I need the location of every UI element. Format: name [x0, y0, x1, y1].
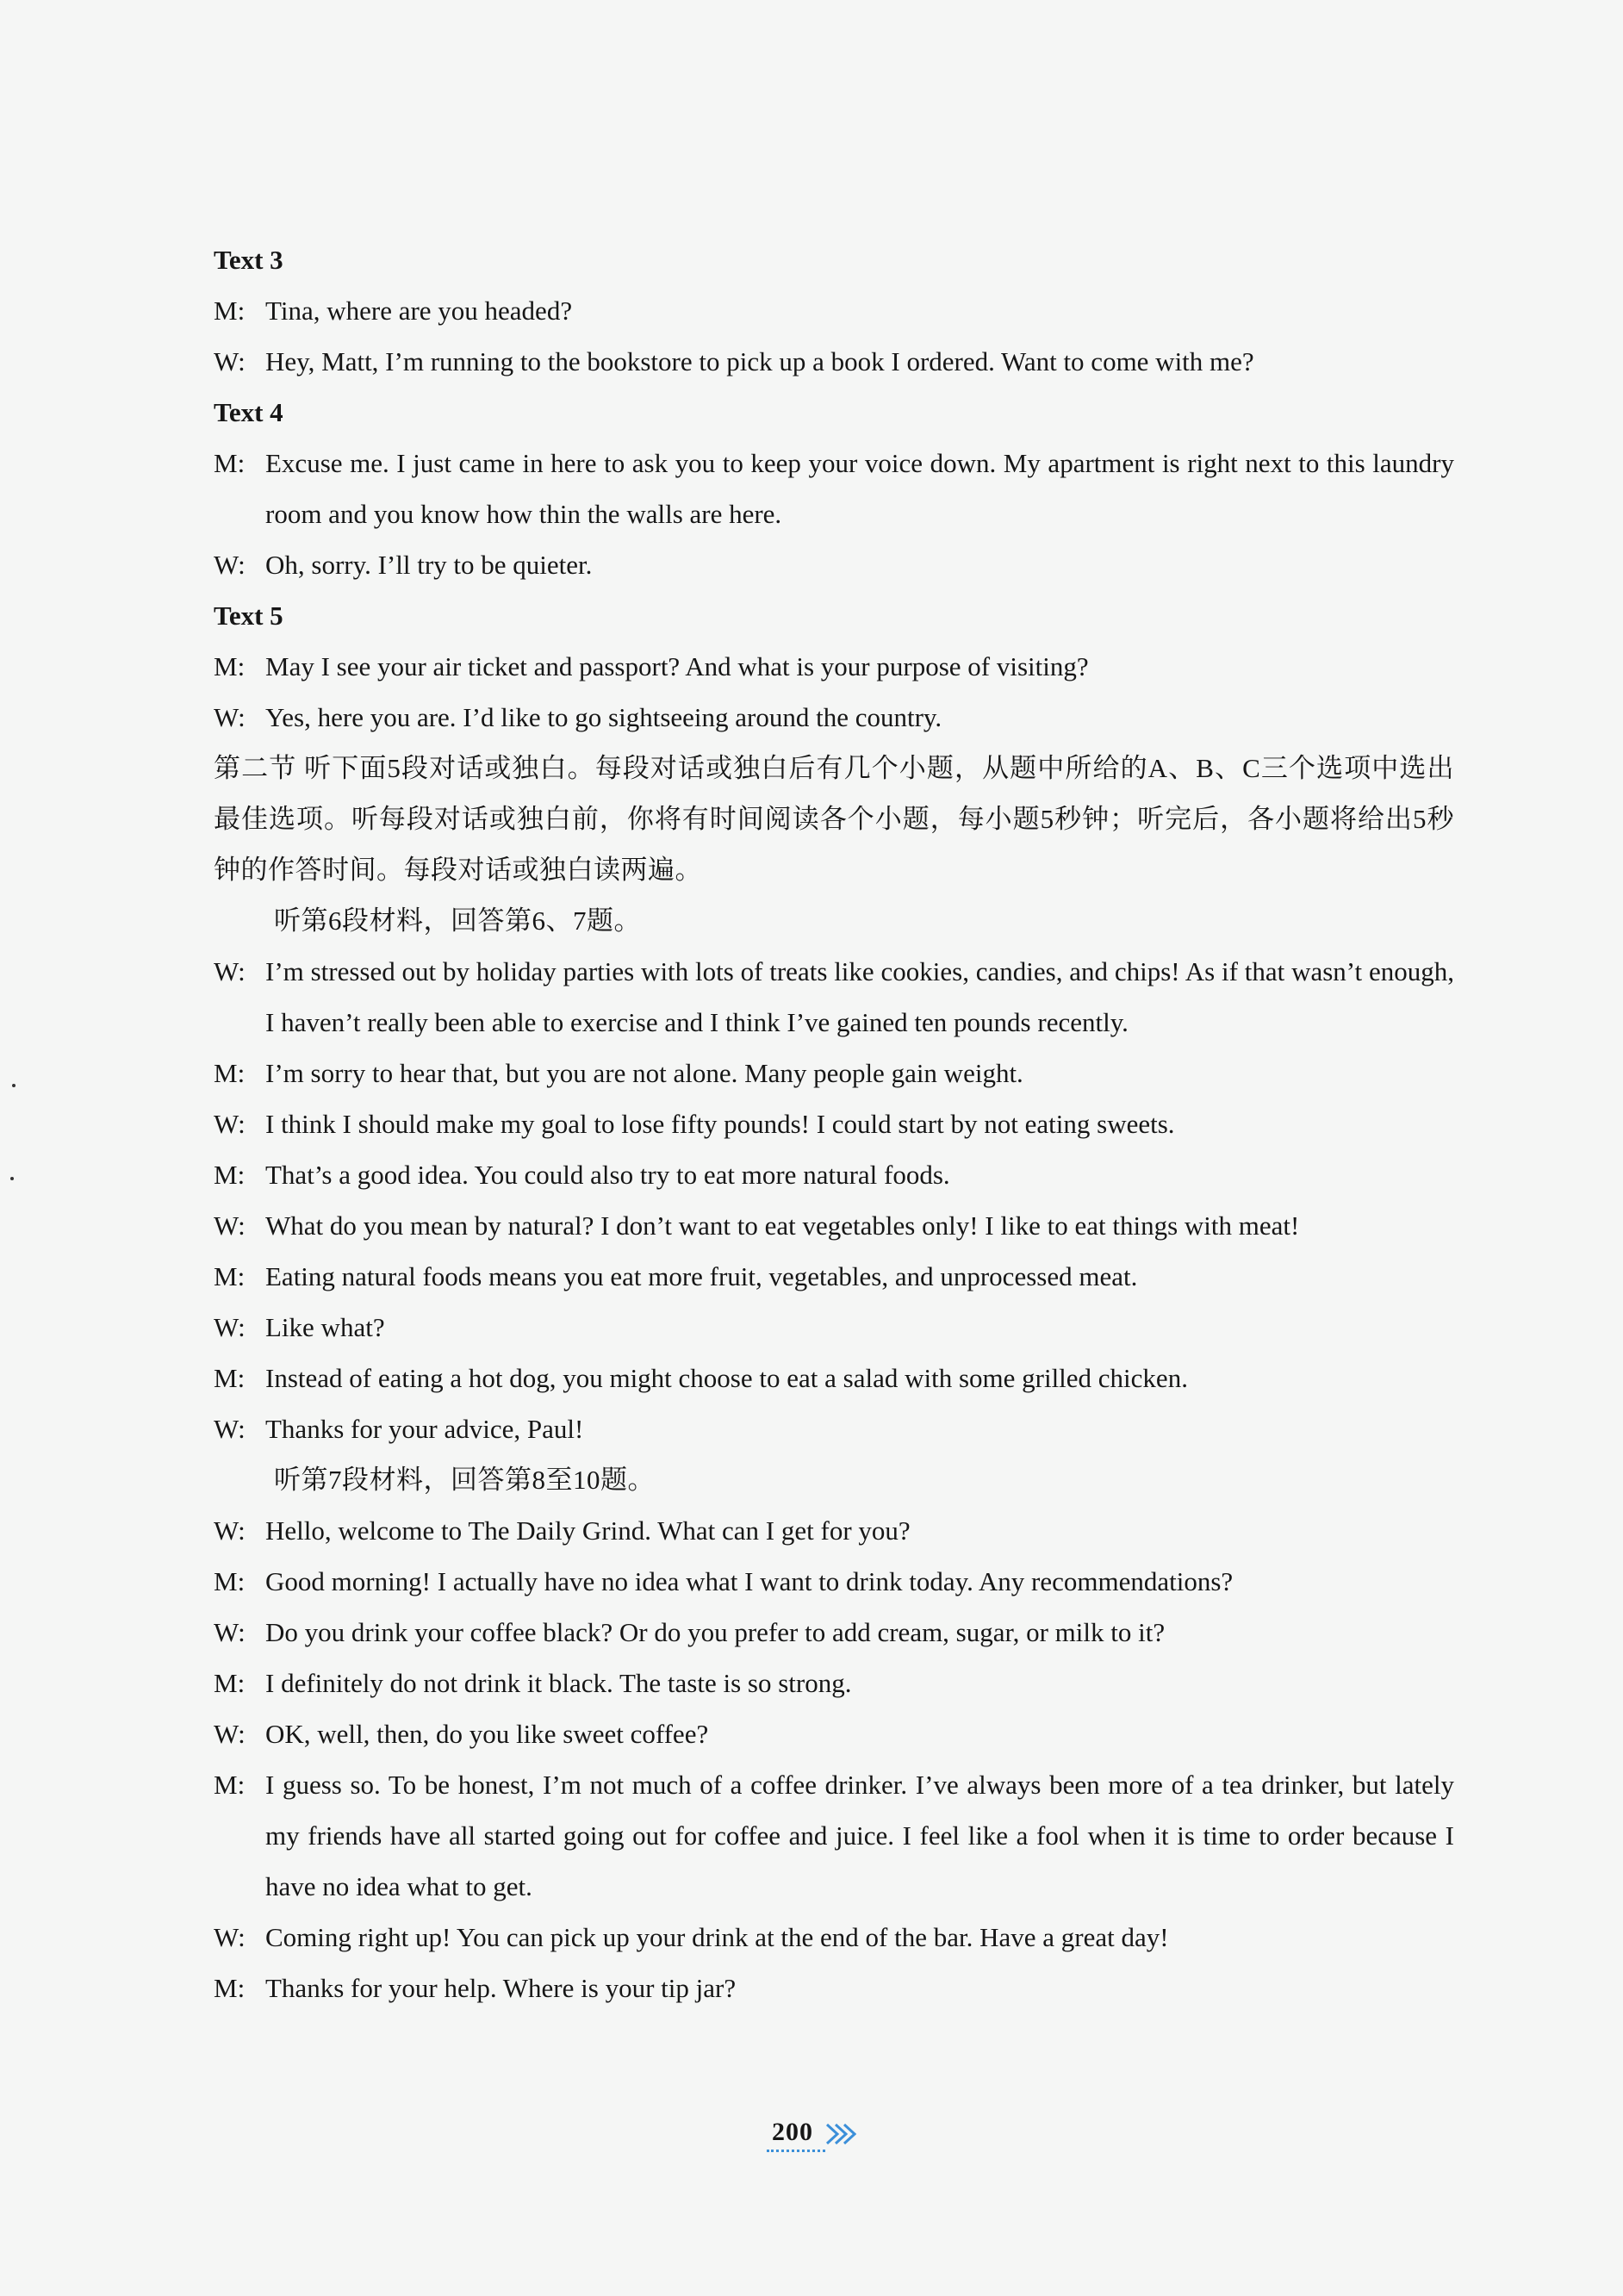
- dialogue-line: [214, 438, 1454, 539]
- dialogue-line: [214, 539, 1454, 590]
- dialogue-text: I’m sorry to hear that, but you are not alone. Many people gain weight.: [265, 1058, 1023, 1088]
- material-instruction: 听第7段材料，回答第8至10题。: [274, 1465, 655, 1495]
- dialogue-line: [214, 1759, 1454, 1912]
- dialogue-line: [214, 1302, 1454, 1353]
- dialogue-line: [214, 1556, 1454, 1607]
- dialogue-line: [214, 1963, 1454, 2013]
- speaker-label: M:: [214, 448, 246, 478]
- dialogue-line: [214, 692, 1454, 743]
- dialogue-text: I guess so. To be honest, I’m not much of a coffee drinker. I’ve always been more of a tea drinker, but lately my friends have all started going out for coffee and juice. I feel like a fool when it is time to order because I have no idea what to get.: [265, 1770, 1454, 1901]
- dialogue-text: Tina, where are you headed?: [265, 296, 573, 326]
- section-heading: Text 4: [214, 397, 283, 427]
- speaker-label: M:: [214, 1668, 246, 1698]
- speaker-label: W:: [214, 1210, 246, 1241]
- dialogue-line: [214, 946, 1454, 1048]
- speaker-label: M:: [214, 296, 246, 326]
- dialogue-line: [214, 1912, 1454, 1963]
- speaker-label: W:: [214, 1312, 246, 1342]
- speaker-label: M:: [214, 1973, 246, 2003]
- section-heading: Text 5: [214, 600, 283, 631]
- dialogue-text: Like what?: [265, 1312, 385, 1342]
- dialogue-text: May I see your air ticket and passport? And what is your purpose of visiting?: [265, 651, 1089, 681]
- scan-speck: [12, 1084, 16, 1087]
- dialogue-text: Thanks for your help. Where is your tip jar?: [265, 1973, 737, 2003]
- dialogue-text: Hey, Matt, I’m running to the bookstore to pick up a book I ordered. Want to come with me?: [265, 346, 1254, 376]
- speaker-label: M:: [214, 1363, 246, 1393]
- dialogue-text: Excuse me. I just came in here to ask you to keep your voice down. My apartment is right next to this laundry room and you know how thin the walls are here.: [265, 448, 1454, 529]
- document-body: [214, 234, 1454, 2013]
- dialogue-line: [214, 1251, 1454, 1302]
- dialogue-text: OK, well, then, do you like sweet coffee?: [265, 1719, 709, 1749]
- dialogue-line: [214, 1149, 1454, 1200]
- dialogue-text: Hello, welcome to The Daily Grind. What can I get for you?: [265, 1515, 911, 1546]
- speaker-label: W:: [214, 346, 246, 376]
- dialogue-text: Thanks for your advice, Paul!: [265, 1414, 584, 1444]
- dialogue-text: Do you drink your coffee black? Or do you prefer to add cream, sugar, or milk to it?: [265, 1617, 1166, 1647]
- dialogue-text: Yes, here you are. I’d like to go sightseeing around the country.: [265, 702, 942, 732]
- dialogue-text: What do you mean by natural? I don’t want to eat vegetables only! I like to eat things with meat!: [265, 1210, 1300, 1241]
- dialogue-text: Instead of eating a hot dog, you might choose to eat a salad with some grilled chicken.: [265, 1363, 1188, 1393]
- dialogue-line: [214, 1098, 1454, 1149]
- speaker-label: W:: [214, 702, 246, 732]
- material-instruction: 听第6段材料，回答第6、7题。: [274, 905, 641, 936]
- speaker-label: W:: [214, 1414, 246, 1444]
- dialogue-line: [214, 285, 1454, 336]
- dialogue-text: Oh, sorry. I’ll try to be quieter.: [265, 550, 593, 580]
- speaker-label: W:: [214, 1719, 246, 1749]
- section-heading: Text 3: [214, 245, 283, 275]
- speaker-label: W:: [214, 1922, 246, 1952]
- scan-speck: [10, 1177, 14, 1180]
- speaker-label: M:: [214, 1261, 246, 1291]
- dialogue-line: [214, 1048, 1454, 1098]
- speaker-label: W:: [214, 1617, 246, 1647]
- dialogue-text: That’s a good idea. You could also try to eat more natural foods.: [265, 1160, 950, 1190]
- dialogue-text: Eating natural foods means you eat more fruit, vegetables, and unprocessed meat.: [265, 1261, 1138, 1291]
- dialogue-text: I definitely do not drink it black. The taste is so strong.: [265, 1668, 852, 1698]
- speaker-label: M:: [214, 1566, 246, 1596]
- dialogue-line: [214, 1403, 1454, 1454]
- speaker-label: W:: [214, 956, 246, 986]
- speaker-label: M:: [214, 1058, 246, 1088]
- speaker-label: W:: [214, 1515, 246, 1546]
- dialogue-line: [214, 1658, 1454, 1708]
- page-number: 200: [767, 2118, 818, 2152]
- dialogue-line: [214, 1607, 1454, 1658]
- dialogue-line: [214, 336, 1454, 387]
- dialogue-text: I’m stressed out by holiday parties with lots of treats like cookies, candies, and chips! As if that wasn’t enough, I haven’t really been able to exercise and I think I’ve gained ten pounds recently.: [265, 956, 1454, 1037]
- dialogue-text: I think I should make my goal to lose fifty pounds! I could start by not eating sweets.: [265, 1109, 1175, 1139]
- dialogue-text: Good morning! I actually have no idea what I want to drink today. Any recommendations?: [265, 1566, 1234, 1596]
- double-chevron-right-icon: [824, 2121, 856, 2147]
- dialogue-line: [214, 1708, 1454, 1759]
- speaker-label: W:: [214, 550, 246, 580]
- speaker-label: M:: [214, 651, 246, 681]
- dialogue-line: [214, 641, 1454, 692]
- dialogue-line: [214, 1200, 1454, 1251]
- dialogue-line: [214, 1353, 1454, 1403]
- speaker-label: W:: [214, 1109, 246, 1139]
- section-instruction: 第二节 听下面5段对话或独白。每段对话或独白后有几个小题，从题中所给的A、B、C三个选项中选出最佳选项。听每段对话或独白前，你将有时间阅读各个小题，每小题5秒钟；听完后，各小题将给出5秒钟的作答时间。每段对话或独白读两遍。: [214, 753, 1454, 885]
- dialogue-line: [214, 1505, 1454, 1556]
- dialogue-text: Coming right up! You can pick up your drink at the end of the bar. Have a great day!: [265, 1922, 1169, 1952]
- speaker-label: M:: [214, 1160, 246, 1190]
- speaker-label: M:: [214, 1770, 246, 1800]
- page-footer: [0, 2118, 1623, 2152]
